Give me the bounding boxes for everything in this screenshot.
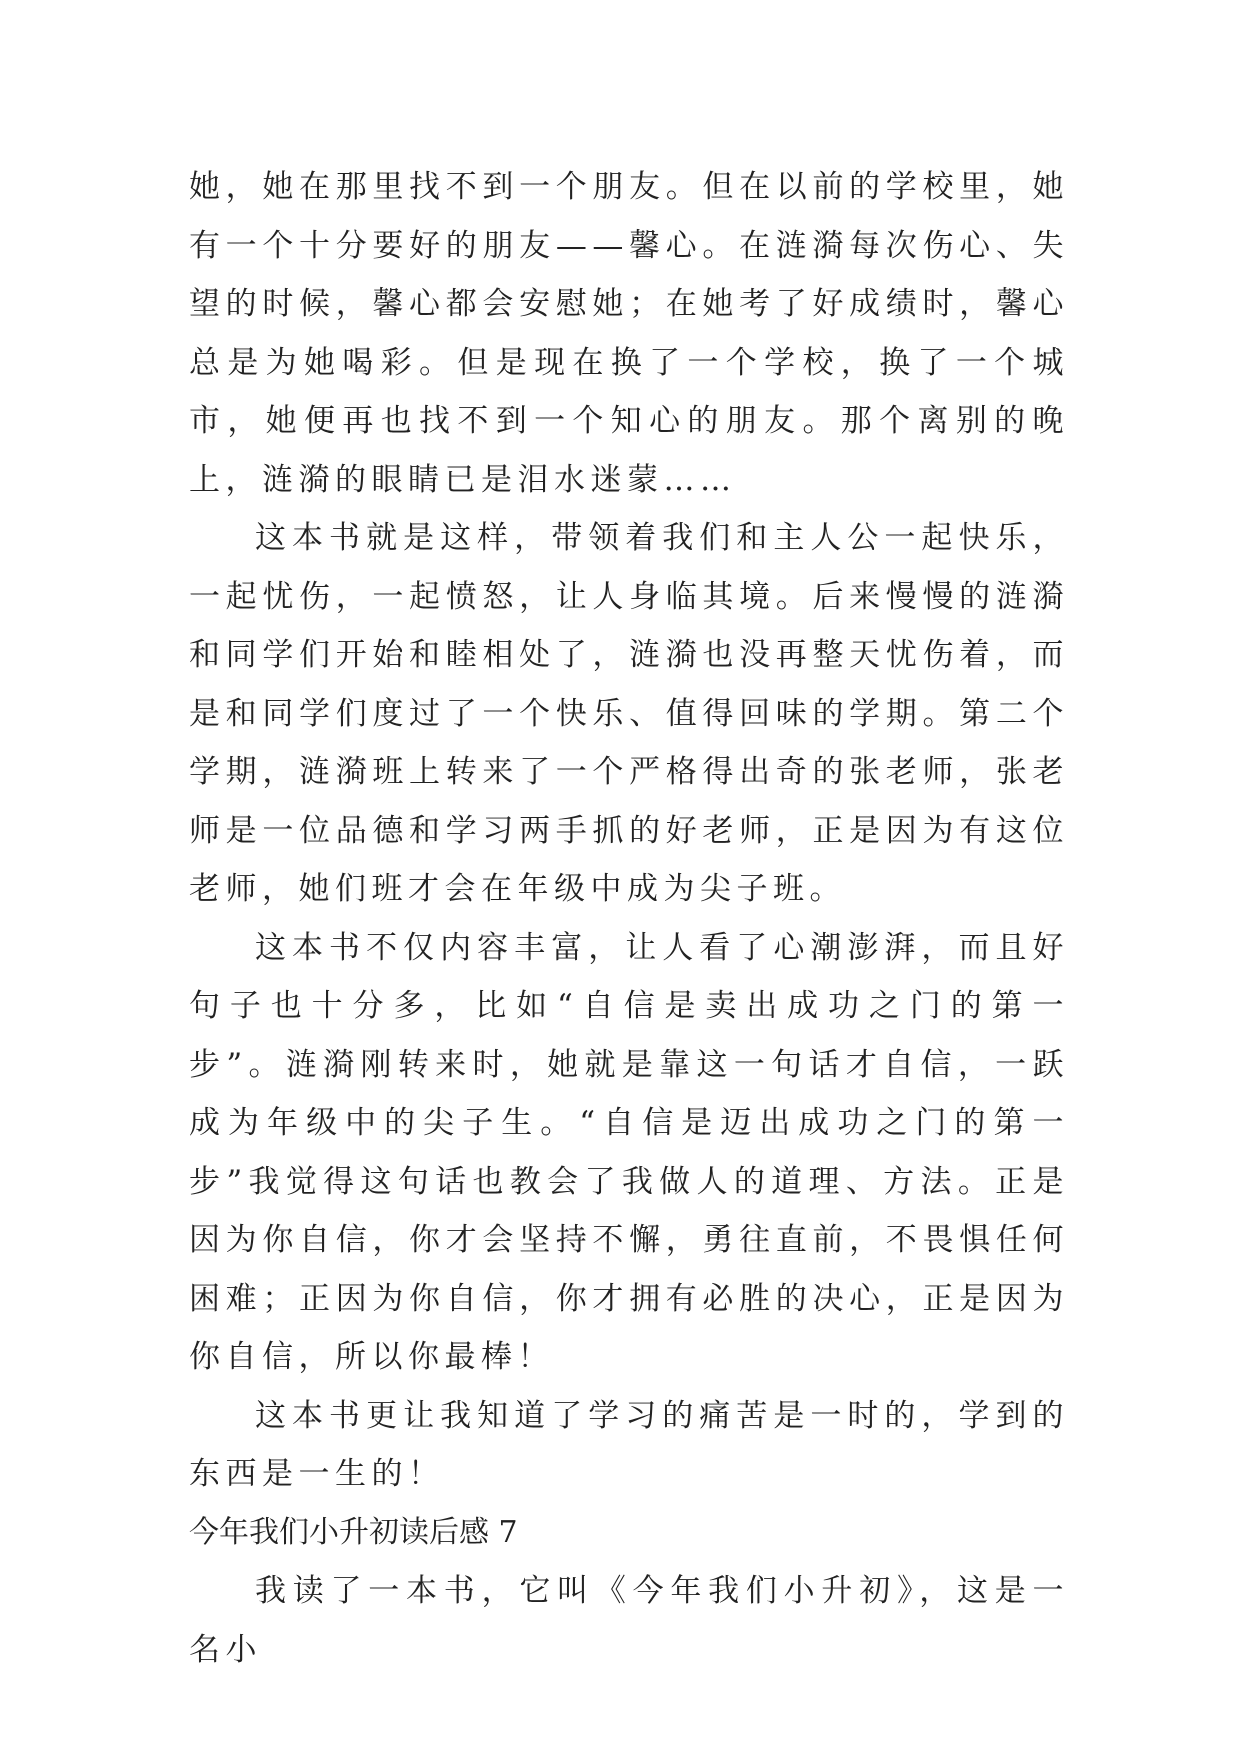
- paragraph-final-start: 我读了一本书，它叫《今年我们小升初》，这是一名小: [189, 1573, 1069, 1668]
- paragraph-confidence-quote: 这本书不仅内容丰富，让人看了心潮澎湃，而且好句子也十分多，比如“自信是卖出成功之门的第一步”。涟漪刚转来时，她就是靠这一句话才自信，一跃成为年级中的尖子生。“自信是迈出成功之门的第一步”我觉得这句话也教会了我做人的道理、方法。正是因为你自信，你才会坚持不懈，勇往直前，不畏惧任何困难；正因为你自信，你才拥有必胜的决心，正是因为你自信，所以你最棒！: [189, 929, 1069, 1375]
- paragraph-continued: 她，她在那里找不到一个朋友。但在以前的学校里，她有一个十分要好的朋友——馨心。在涟漪每次伤心、失望的时候，馨心都会安慰她；在她考了好成绩时，馨心总是为她喝彩。但是现在换了一个学校，换了一个城市，她便再也找不到一个知心的朋友。那个离别的晚上，涟漪的眼睛已是泪水迷蒙……: [189, 169, 1069, 498]
- paragraph-book-emotions: 这本书就是这样，带领着我们和主人公一起快乐，一起忧伤，一起愤怒，让人身临其境。后来慢慢的涟漪和同学们开始和睦相处了，涟漪也没再整天忧伤着，而是和同学们度过了一个快乐、值得回味的学期。第二个学期，涟漪班上转来了一个严格得出奇的张老师，张老师是一位品德和学习两手抓的好老师，正是因为有这位老师，她们班才会在年级中成为尖子班。: [189, 520, 1069, 907]
- section-heading: 今年我们小升初读后感 7: [189, 1514, 518, 1550]
- text-column: [189, 158, 1069, 1679]
- paragraph-learning-lesson: 这本书更让我知道了学习的痛苦是一时的，学到的东西是一生的！: [189, 1397, 1069, 1492]
